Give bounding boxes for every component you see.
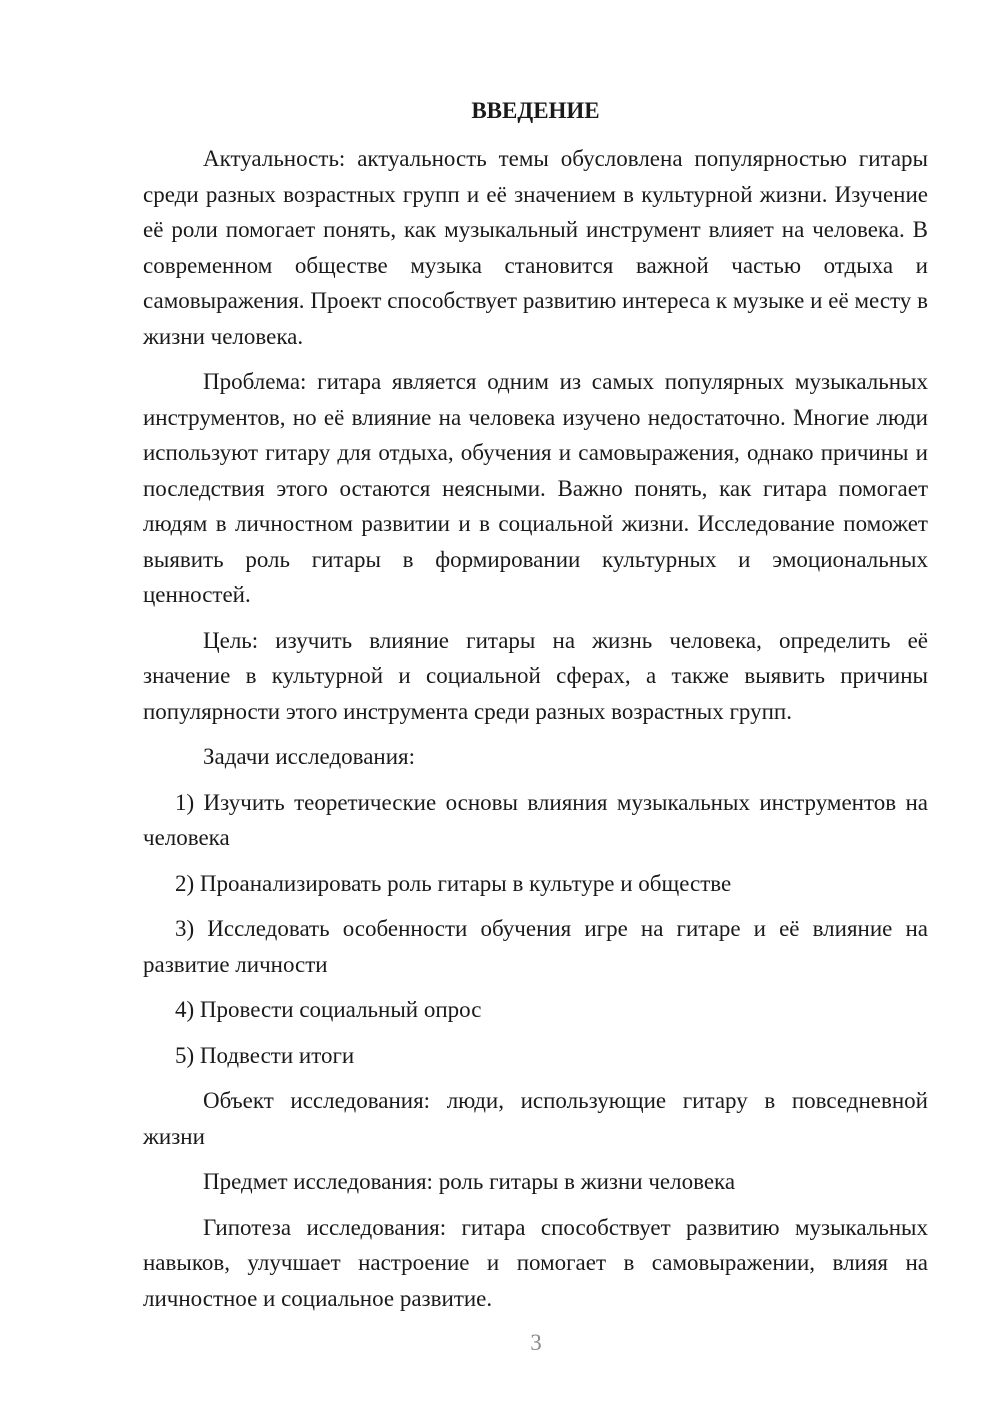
subject-paragraph: Предмет исследования: роль гитары в жизни человека — [203, 1169, 736, 1194]
hypothesis-paragraph: Гипотеза исследования: гитара способствует развитию музыкальных навыков, улучшает настроение и помогает в самовыражении, влияя на личностное и социальное развитие. — [143, 1214, 928, 1311]
task-item-4: 4) Провести социальный опрос — [175, 997, 482, 1022]
task-item-1: 1) Изучить теоретические основы влияния музыкальных инструментов на человека — [143, 789, 928, 850]
task-item-3: 3) Исследовать особенности обучения игре на гитаре и её влияние на развитие личности — [143, 916, 928, 977]
problem-paragraph: Проблема: гитара является одним из самых популярных музыкальных инструментов, но её влияние на человека изучено недостаточно. Многие люди используют гитару для отдыха, обучения и самовыражения, однако причины и последствия этого остаются неясными. Важно понять, как гитара помогает людям в личностном развитии и в социальной жизни. Исследование поможет выявить роль гитары в формировании культурных и эмоциональных ценностей. — [143, 369, 928, 607]
document-page — [143, 95, 928, 1326]
task-item-5: 5) Подвести итоги — [175, 1042, 355, 1068]
task-item-2: 2) Проанализировать роль гитары в культуре и обществе — [175, 870, 732, 896]
tasks-heading: Задачи исследования: — [203, 744, 416, 769]
relevance-paragraph: Актуальность: актуальность темы обусловлена популярностью гитары среди разных возрастных групп и её значением в культурной жизни. Изучение её роли помогает понять, как музыкальный инструмент влияет на человека. В современном обществе музыка становится важной частью отдыха и самовыражения. Проект способствует развитию интереса к музыке и её месту в жизни человека. — [143, 146, 928, 349]
goal-paragraph: Цель: изучить влияние гитары на жизнь человека, определить её значение в культурной и социальной сферах, а также выявить причины популярности этого инструмента среди разных возрастных групп. — [143, 627, 928, 724]
object-paragraph: Объект исследования: люди, использующие гитару в повседневной жизни — [143, 1088, 928, 1149]
page-title: ВВЕДЕНИЕ — [471, 98, 600, 123]
page-number: 3 — [530, 1330, 542, 1355]
